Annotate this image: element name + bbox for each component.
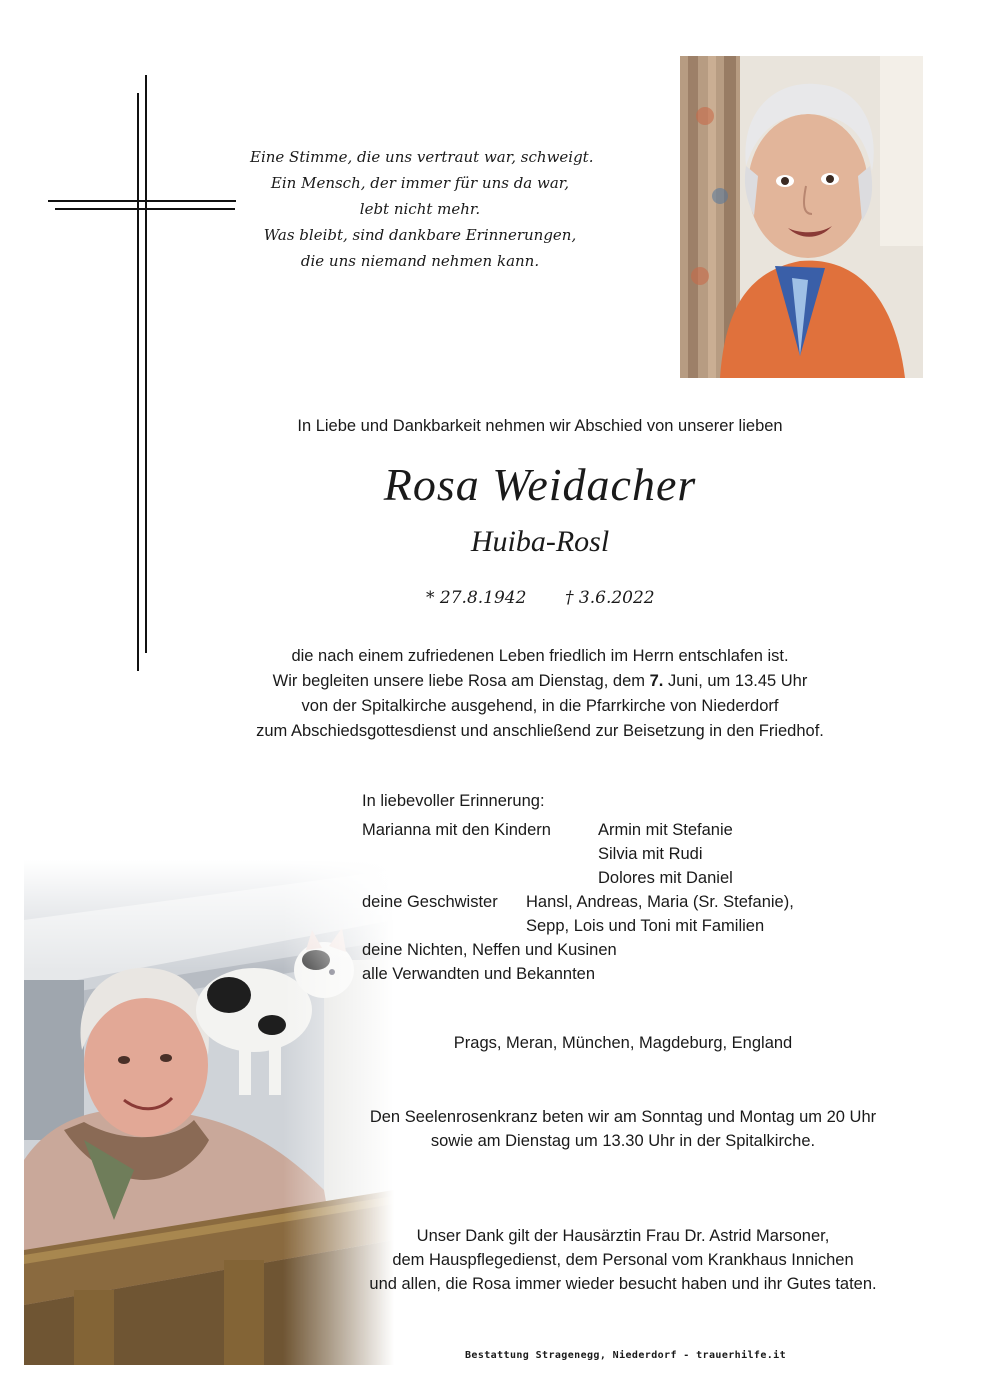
- family-siblings-label: deine Geschwister: [362, 893, 498, 911]
- poem-line: Ein Mensch, der immer für uns da war,: [270, 174, 570, 192]
- family-nieces: deine Nichten, Neffen und Kusinen: [362, 941, 617, 959]
- intro-text: In Liebe und Dankbarkeit nehmen wir Abschied von unserer lieben: [297, 417, 783, 435]
- family-member-marianna: Marianna mit den Kindern: [362, 821, 551, 839]
- poem-line: die uns niemand nehmen kann.: [300, 252, 540, 270]
- poem-line: lebt nicht mehr.: [359, 200, 481, 218]
- announcement-line: von der Spitalkirche ausgehend, in die Pfarrkirche von Niederdorf: [301, 697, 779, 715]
- cross-horizontal-bar-2: [55, 208, 235, 210]
- announcement-line: [0, 669, 982, 694]
- nickname: Huiba-Rosl: [470, 525, 610, 558]
- footer-credit: Bestattung Stragenegg, Niederdorf - trauerhilfe.it: [465, 1350, 787, 1361]
- deceased-name: Rosa Weidacher: [383, 459, 697, 510]
- announcement-line: die nach einem zufriedenen Leben friedlich im Herrn entschlafen ist.: [291, 647, 789, 665]
- rosary-line: sowie am Dienstag um 13.30 Uhr in der Spitalkirche.: [430, 1132, 816, 1150]
- family-siblings: Hansl, Andreas, Maria (Sr. Stefanie),: [526, 893, 794, 911]
- memorial-poem: [250, 144, 594, 274]
- family-child: Dolores mit Daniel: [598, 869, 733, 887]
- family-siblings: Sepp, Lois und Toni mit Familien: [526, 917, 765, 935]
- family-relatives: alle Verwandten und Bekannten: [362, 965, 596, 983]
- announcement-line: zum Abschiedsgottesdienst und anschließend zur Beisetzung in den Friedhof.: [256, 722, 824, 740]
- funeral-announcement: [0, 644, 982, 744]
- poem-line: Eine Stimme, die uns vertraut war, schweigt.: [250, 148, 594, 166]
- places-list: Prags, Meran, München, Magdeburg, England: [453, 1034, 793, 1052]
- announcement-text: Wir begleiten unsere liebe Rosa am Dienstag, dem: [272, 672, 650, 690]
- death-date: † 3.6.2022: [565, 588, 655, 608]
- thanks-line: Unser Dank gilt der Hausärztin Frau Dr. Astrid Marsoner,: [416, 1227, 830, 1245]
- announcement-text: Juni, um 13.45 Uhr: [663, 672, 808, 690]
- announcement-date-highlight: 7.: [649, 672, 664, 690]
- cross-horizontal-bar-1: [48, 200, 236, 202]
- thanks-line: dem Hauspflegedienst, dem Personal vom Krankhaus Innichen: [392, 1251, 854, 1269]
- cross-vertical-bar-2: [145, 75, 147, 653]
- birth-date: * 27.8.1942: [426, 588, 527, 608]
- rosary-line: Den Seelenrosenkranz beten wir am Sonntag und Montag um 20 Uhr: [369, 1108, 877, 1126]
- cross-vertical-bar-1: [137, 93, 139, 671]
- rosary-notice: [0, 1105, 982, 1153]
- thanks-notice: [0, 1224, 982, 1296]
- family-child: Armin mit Stefanie: [598, 821, 733, 839]
- portrait-photo: [680, 56, 923, 378]
- family-child: Silvia mit Rudi: [598, 845, 703, 863]
- poem-line: Was bleibt, sind dankbare Erinnerungen,: [263, 226, 577, 244]
- family-heading: In liebevoller Erinnerung:: [362, 792, 545, 810]
- thanks-line: und allen, die Rosa immer wieder besucht haben und ihr Gutes taten.: [369, 1275, 877, 1293]
